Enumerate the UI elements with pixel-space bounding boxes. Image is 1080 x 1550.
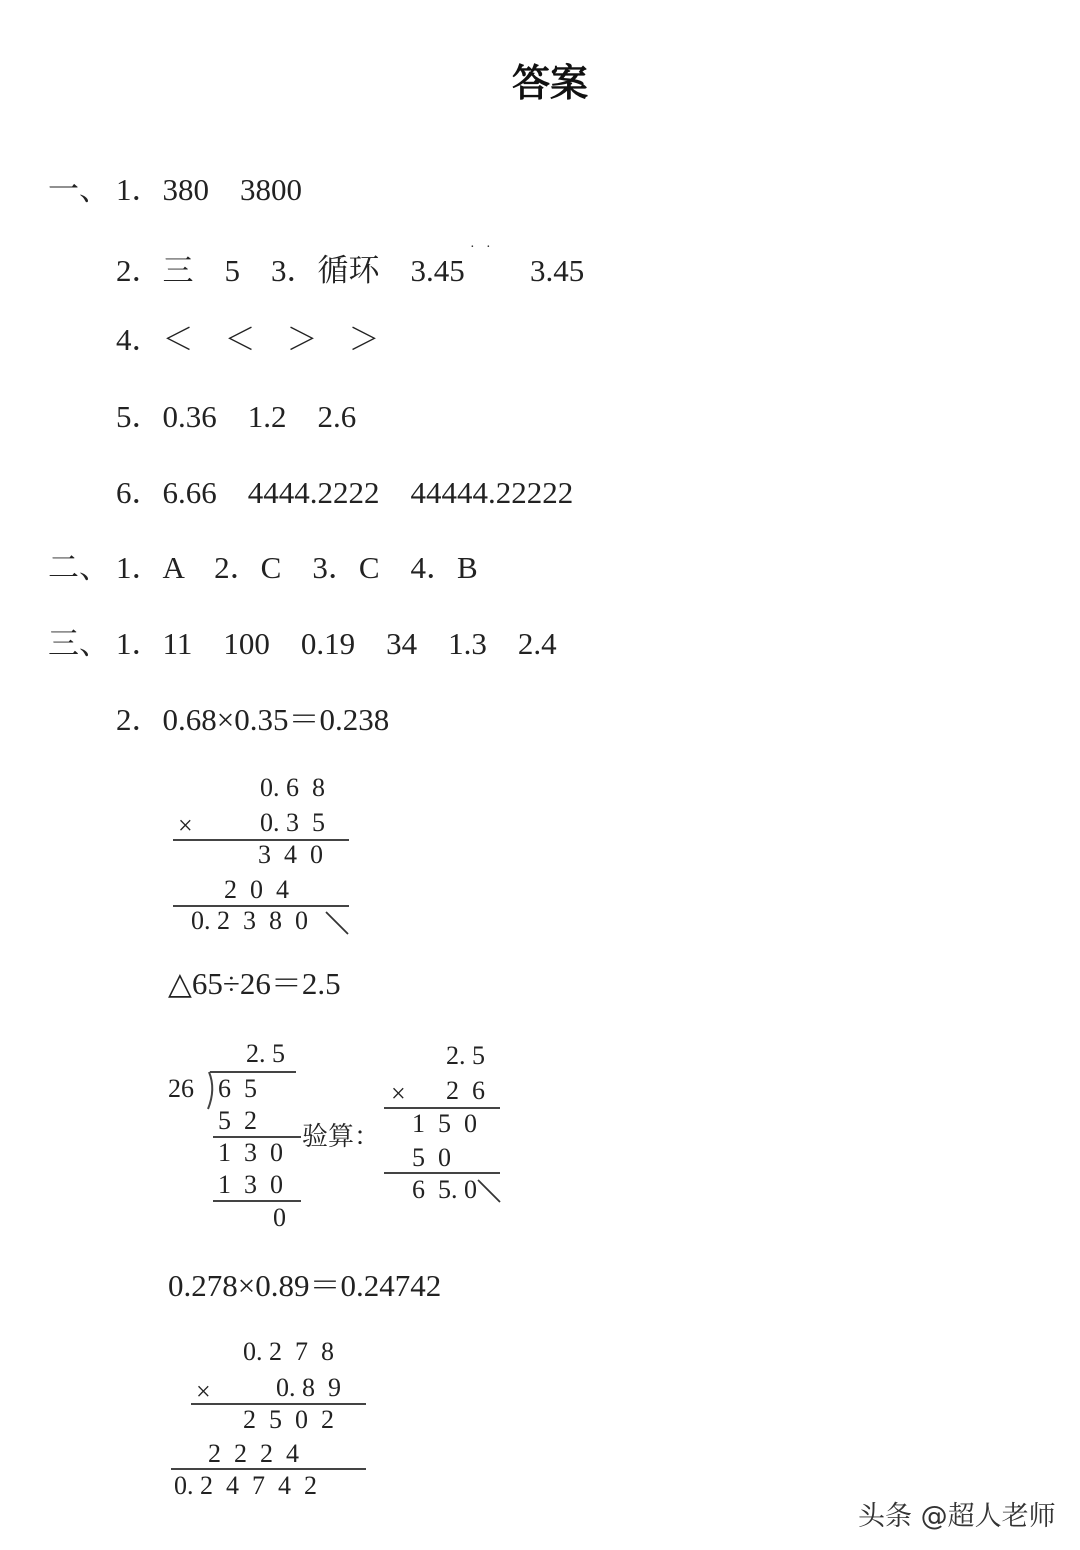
equation-2: △65÷26＝2.5 (168, 966, 341, 1001)
equation-3: 0.278×0.89＝0.24742 (168, 1268, 442, 1303)
calc-rule (171, 1468, 366, 1470)
repeat-dot-icon: · (470, 240, 475, 255)
answer-1-6: 6．6.66 4444.2222 44444.22222 (116, 475, 574, 510)
division-row: 5 2 (218, 1106, 257, 1135)
section-1-label: 一、 (48, 172, 110, 207)
page-title: 答案 (511, 61, 588, 105)
section-3-label: 三、 (48, 626, 110, 661)
multiply-sign: × (391, 1079, 406, 1108)
check-label: 验算： (302, 1122, 381, 1151)
check-row: 2. 5 (446, 1041, 485, 1070)
division-quotient: 2. 5 (246, 1039, 285, 1068)
division-dividend: 6 5 (218, 1074, 257, 1103)
division-rule (213, 1200, 301, 1202)
check-row: 5 0 (412, 1143, 451, 1172)
multiply-sign: × (178, 811, 193, 840)
answer-3-2: 2．0.68×0.35＝0.238 (116, 702, 390, 737)
division-bracket (203, 1071, 217, 1113)
calc1-row: 3 4 0 (258, 840, 323, 869)
answer-1-5: 5．0.36 1.2 2.6 (116, 399, 357, 434)
calc3-result: 0. 2 4 7 4 2 (174, 1471, 317, 1500)
division-divisor: 26 (168, 1074, 194, 1103)
answer-3-1: 1．11 100 0.19 34 1.3 2.4 (116, 626, 557, 661)
calc3-row: 0. 2 7 8 (243, 1337, 334, 1366)
check-result: 6 5. 0 (412, 1175, 477, 1204)
answer-1-2: 2．三 5 3．循环 3.45 (116, 253, 465, 288)
division-row: 1 3 0 (218, 1170, 283, 1199)
check-row: 1 5 0 (412, 1109, 477, 1138)
division-bar (210, 1071, 296, 1073)
division-row: 1 3 0 (218, 1138, 283, 1167)
check-row: 2 6 (446, 1076, 485, 1105)
calc3-row: 0. 8 9 (276, 1373, 341, 1402)
calc1-row: 0. 3 5 (260, 808, 325, 837)
calc1-row: 0. 6 8 (260, 773, 325, 802)
calc3-row: 2 2 2 4 (208, 1439, 299, 1468)
section-2-label: 二、 (48, 550, 110, 585)
repeat-dot-icon: · (486, 240, 491, 255)
answer-2-1: 1．A 2．C 3．C 4．B (116, 550, 478, 585)
answer-1-3b: 3.45 (530, 253, 585, 288)
calc3-row: 2 5 0 2 (243, 1405, 334, 1434)
answer-1-1: 1．380 3800 (116, 172, 302, 207)
calc1-result: 0. 2 3 8 0 (191, 906, 308, 935)
strike-mark (474, 1176, 504, 1206)
answer-1-4: 4．＜ ＜ ＞ ＞ (116, 322, 380, 357)
division-remainder: 0 (273, 1203, 286, 1232)
watermark: 头条 @超人老师 (858, 1501, 1056, 1532)
calc-rule (384, 1172, 500, 1174)
strike-mark (322, 908, 352, 938)
calc1-row: 2 0 4 (224, 875, 289, 904)
multiply-sign: × (196, 1377, 211, 1406)
